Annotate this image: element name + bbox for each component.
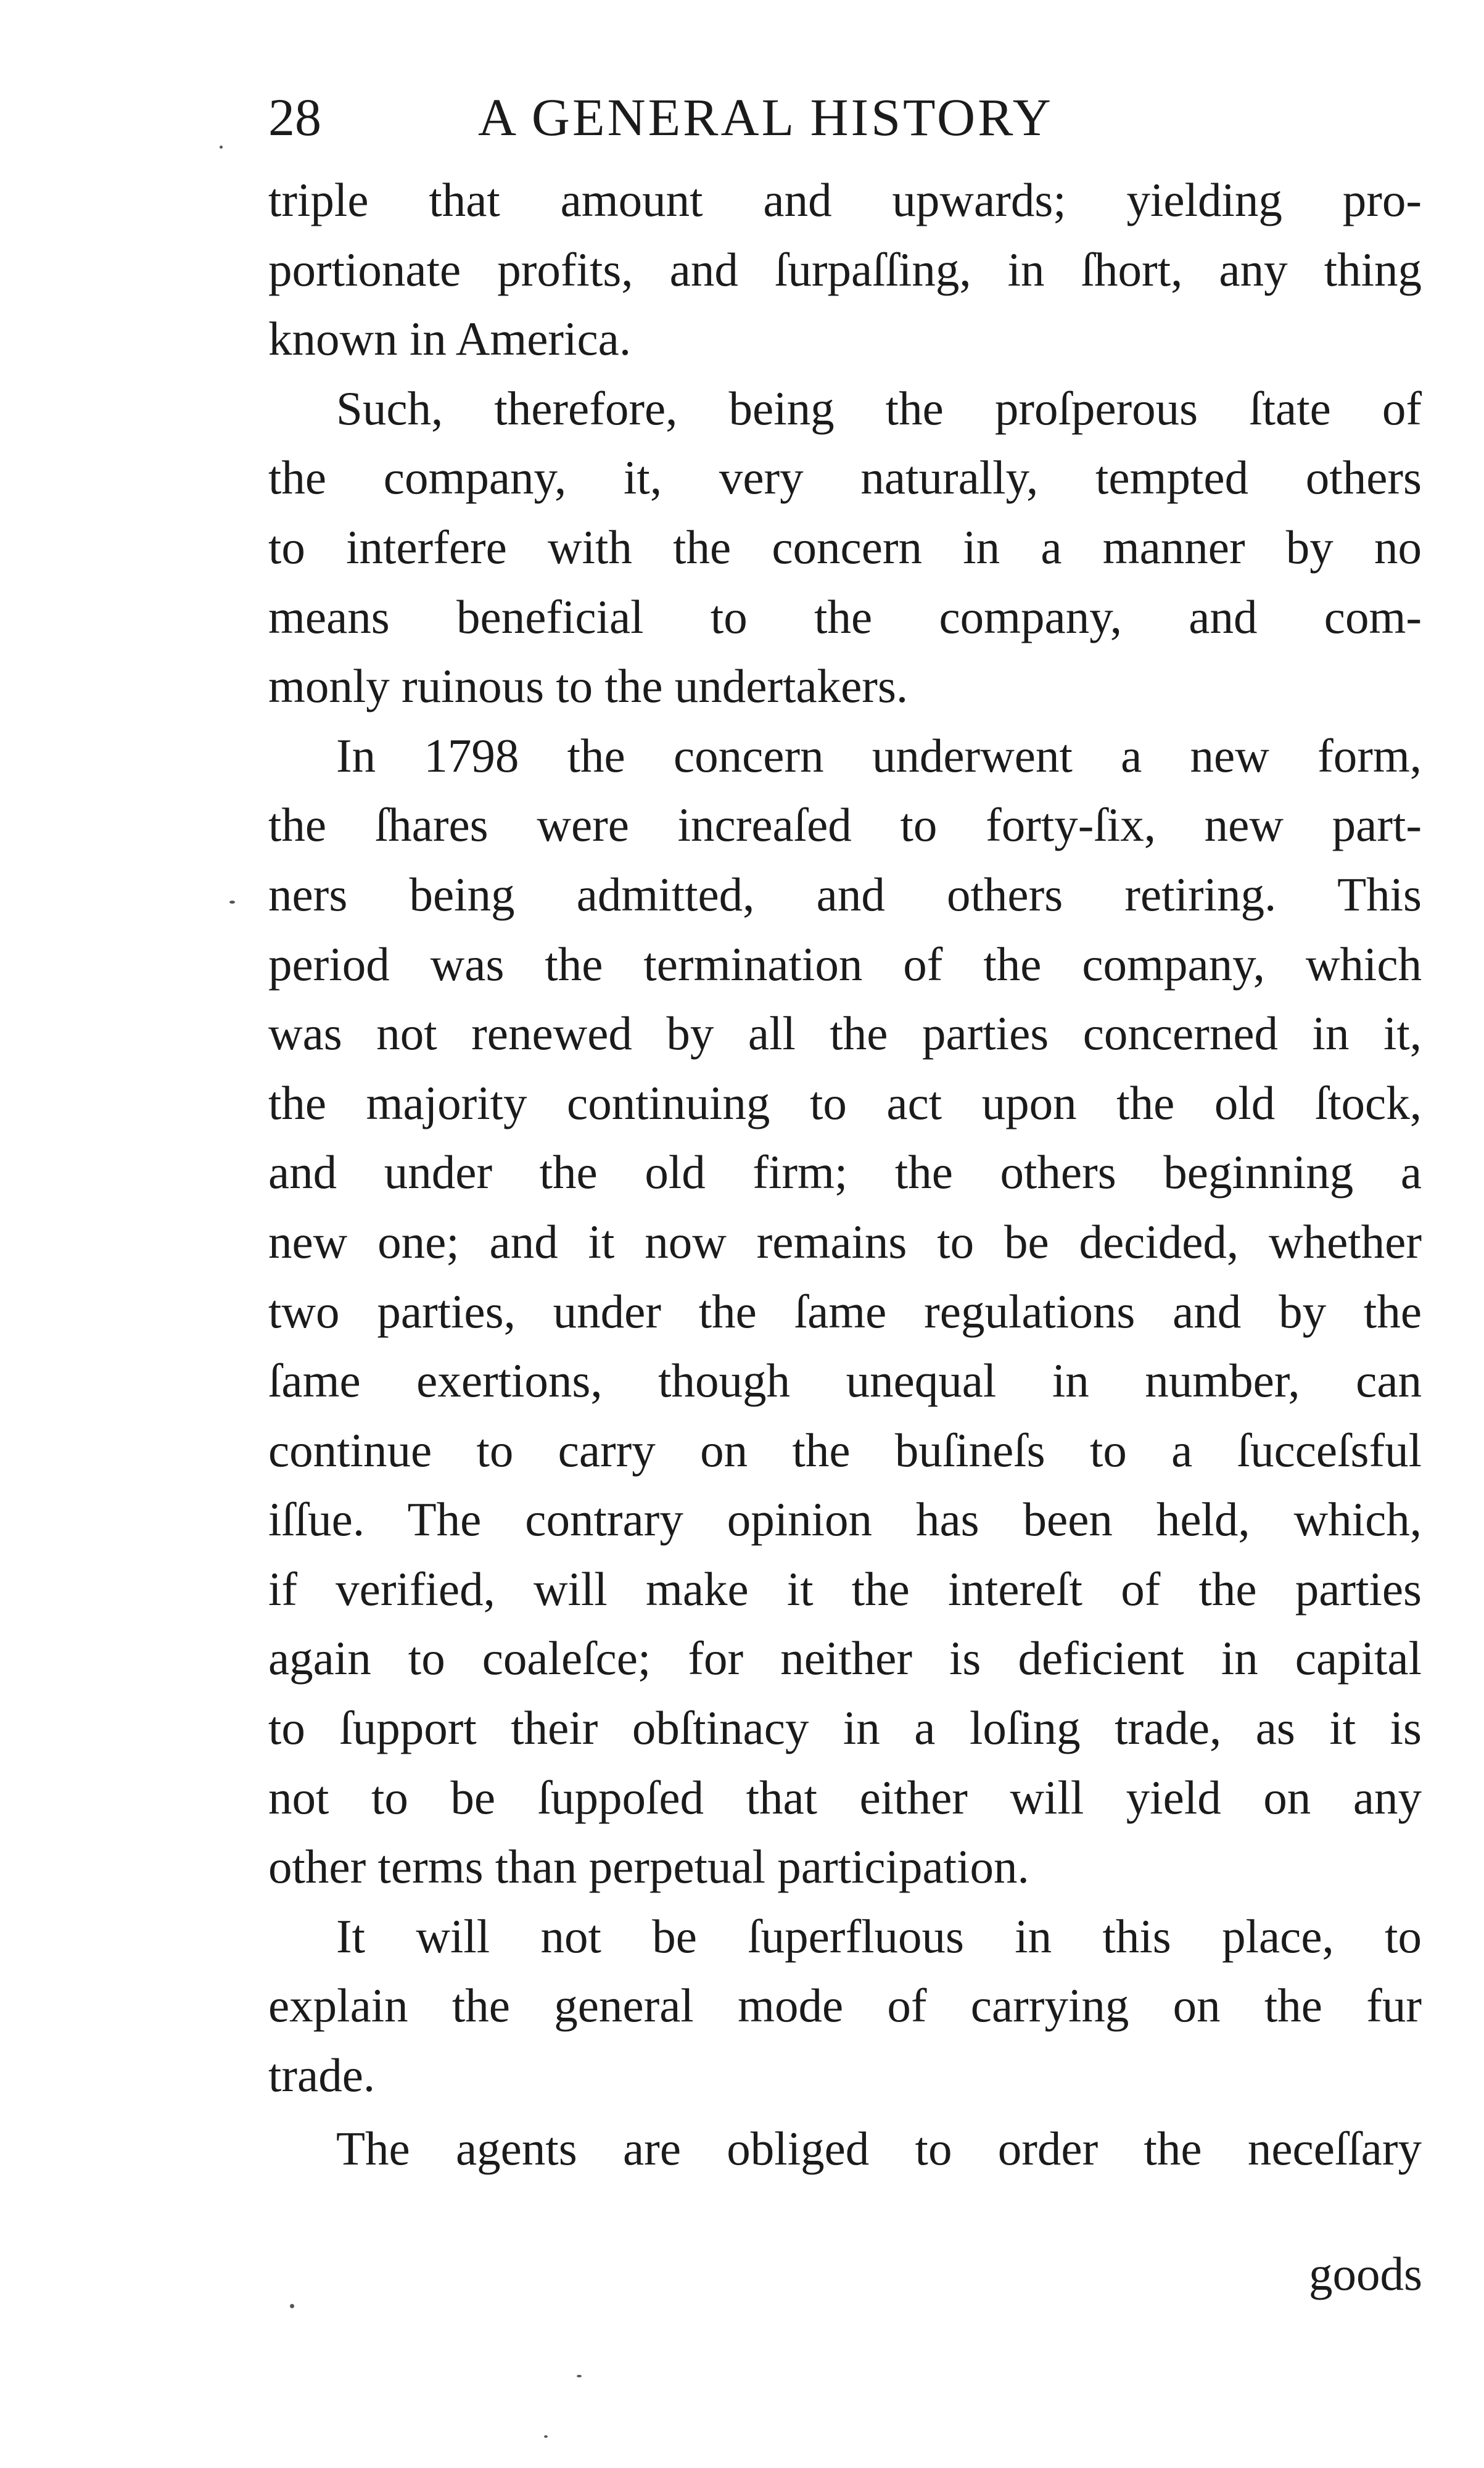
paragraph-2 (268, 374, 1422, 721)
text-line: portionate profits, and ſurpaſſing, in ſhort, any thing (268, 242, 1422, 296)
text-line: iſſue. The contrary opinion has been held, which, (268, 1493, 1422, 1546)
text-line: In 1798 the concern underwent a new form, (336, 728, 1422, 782)
text-line: the ſhares were increaſed to forty-ſix, new part- (268, 798, 1422, 852)
ink-speck (229, 901, 235, 904)
catchword: goods (1309, 2247, 1422, 2300)
text-line: known in America. (268, 312, 632, 366)
text-line: and under the old firm; the others beginning a (268, 1145, 1422, 1199)
text-line: period was the termination of the company, which (268, 937, 1422, 991)
paragraph-5 (268, 2114, 1422, 2184)
text-line: triple that amount and upwards; yielding pro- (268, 173, 1422, 226)
ink-speck (290, 2304, 294, 2308)
text-line: explain the general mode of carrying on the fur (268, 1979, 1422, 2033)
text-line: again to coaleſce; for neither is deficient in capital (268, 1632, 1422, 1685)
running-title: A GENERAL HISTORY (478, 88, 1053, 147)
paragraph-1 (268, 165, 1422, 374)
text-line: the company, it, very naturally, tempted others (268, 451, 1422, 505)
text-line: two parties, under the ſame regulations and by the (268, 1284, 1422, 1338)
text-line: The agents are obliged to order the neceſſary (336, 2121, 1422, 2175)
text-line: ſame exertions, though unequal in number, can (268, 1354, 1422, 1408)
text-line: new one; and it now remains to be decided, whether (268, 1215, 1422, 1268)
body-text (268, 165, 1422, 2183)
text-line: not to be ſuppoſed that either will yield on any (268, 1770, 1422, 1824)
text-line: to ſupport their obſtinacy in a loſing trade, as it is (268, 1701, 1422, 1755)
paragraph-3 (268, 721, 1422, 1902)
text-line: if verified, will make it the intereſt of the parties (268, 1562, 1422, 1616)
text-line: Such, therefore, being the proſperous ſtate of (336, 381, 1422, 435)
text-line: was not renewed by all the parties concerned in it, (268, 1007, 1422, 1060)
page-header (268, 80, 1440, 167)
text-line: monly ruinous to the undertakers. (268, 659, 909, 713)
page-number: 28 (268, 88, 321, 147)
text-line: the majority continuing to act upon the old ſtock, (268, 1076, 1422, 1129)
paragraph-4 (268, 1902, 1422, 2110)
ink-speck (577, 2375, 582, 2377)
text-line: ners being admitted, and others retiring. This (268, 867, 1422, 921)
text-line: It will not be ſuperfluous in this place, to (336, 1909, 1422, 1963)
ink-speck (544, 2435, 548, 2438)
text-line: continue to carry on the buſineſs to a ſucceſsful (268, 1423, 1422, 1477)
text-line: other terms than perpetual participation. (268, 1840, 1029, 1894)
text-line: means beneficial to the company, and com- (268, 590, 1422, 643)
text-line: trade. (268, 2049, 376, 2102)
ink-speck (220, 146, 223, 149)
text-line: to interfere with the concern in a manner by no (268, 520, 1422, 574)
